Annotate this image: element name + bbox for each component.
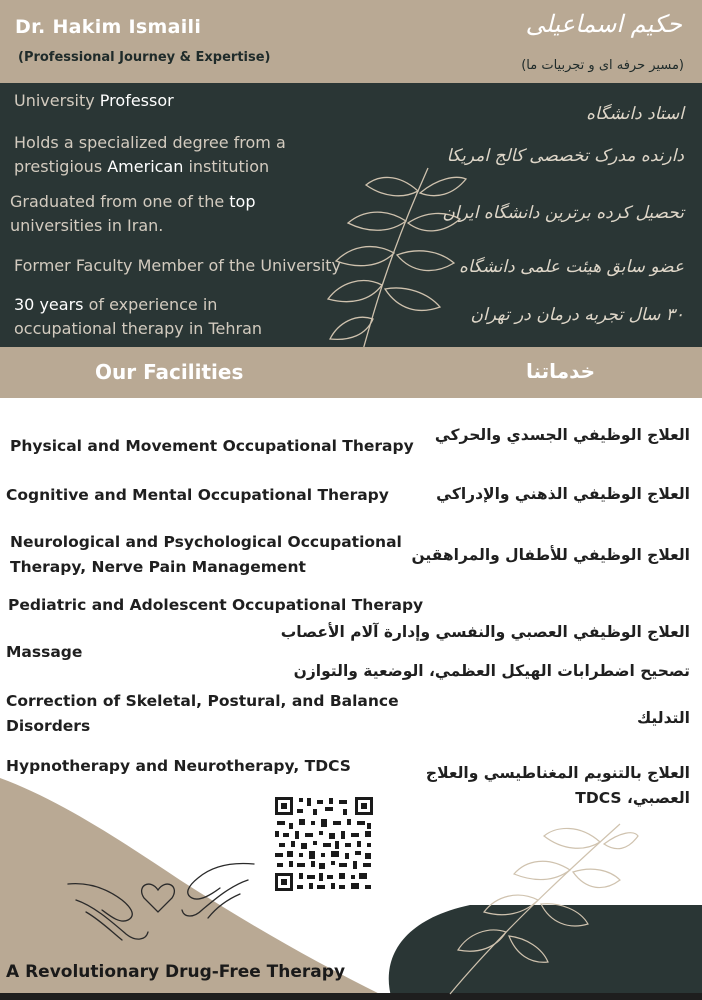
- credential-fa-5: ۳۰ سال تجربه درمان در تهران: [470, 305, 684, 325]
- header-subtitle-persian: (مسیر حرفه ای و تجربیات ما): [521, 58, 684, 73]
- credential-fa-4: عضو سابق هیئت علمی دانشگاه: [459, 257, 684, 277]
- hands-heart-icon: [66, 848, 256, 948]
- service-en-1: Physical and Movement Occupational Therapy: [10, 437, 414, 455]
- service-ar-6: التدليك: [637, 709, 690, 727]
- facilities-title: Our Facilities: [95, 360, 244, 384]
- service-en-7: Hypnotherapy and Neurotherapy, TDCS: [6, 757, 351, 775]
- service-en-5: Massage: [6, 643, 83, 661]
- doctor-name-persian: حکیم اسماعیلی: [525, 10, 682, 38]
- qr-code-icon: [273, 795, 375, 893]
- tagline: A Revolutionary Drug-Free Therapy: [6, 962, 346, 982]
- credential-en-1: University Professor: [14, 91, 174, 110]
- service-ar-5: تصحيح اضطرابات الهيكل العظمي، الوضعية والتوازن: [293, 662, 690, 680]
- service-ar-1: العلاج الوظيفي الجسدي والحركي: [434, 426, 690, 444]
- credential-en-2: Holds a specialized degree from a prestigious American institution: [14, 133, 286, 176]
- service-en-6: Correction of Skeletal, Postural, and Balance Disorders: [6, 692, 399, 735]
- service-en-3: Neurological and Psychological Occupational Therapy, Nerve Pain Management: [10, 533, 402, 576]
- service-ar-4: العلاج الوظيفي العصبي والنفسي وإدارة آلام الأعصاب: [280, 623, 690, 641]
- service-ar-3: العلاج الوظيفي للأطفال والمراهقين: [411, 546, 690, 564]
- facilities-title-arabic: خدماتنا: [526, 359, 596, 383]
- credential-en-4: Former Faculty Member of the University: [14, 256, 342, 275]
- leaf-branch-icon: [430, 816, 640, 996]
- credential-en-5: 30 years of experience in occupational therapy in Tehran: [14, 295, 263, 338]
- credential-fa-3: تحصیل کرده برترین دانشگاه ایران: [442, 203, 684, 223]
- service-ar-2: العلاج الوظيفي الذهني والإدراكي: [436, 485, 690, 503]
- credential-en-3: Graduated from one of the top universities in Iran.: [10, 192, 256, 235]
- doctor-name: Dr. Hakim Ismaili: [15, 16, 202, 38]
- service-en-2: Cognitive and Mental Occupational Therapy: [6, 486, 389, 504]
- credential-fa-2: دارنده مدرک تخصصی کالج امریکا: [446, 146, 684, 166]
- header-subtitle: (Professional Journey & Expertise): [18, 50, 271, 65]
- credential-fa-1: استاد دانشگاه: [586, 104, 684, 124]
- service-en-4: Pediatric and Adolescent Occupational Therapy: [8, 596, 424, 614]
- service-ar-7: العلاج بالتنويم المغناطيسي والعلاج العصبي، TDCS: [425, 764, 690, 807]
